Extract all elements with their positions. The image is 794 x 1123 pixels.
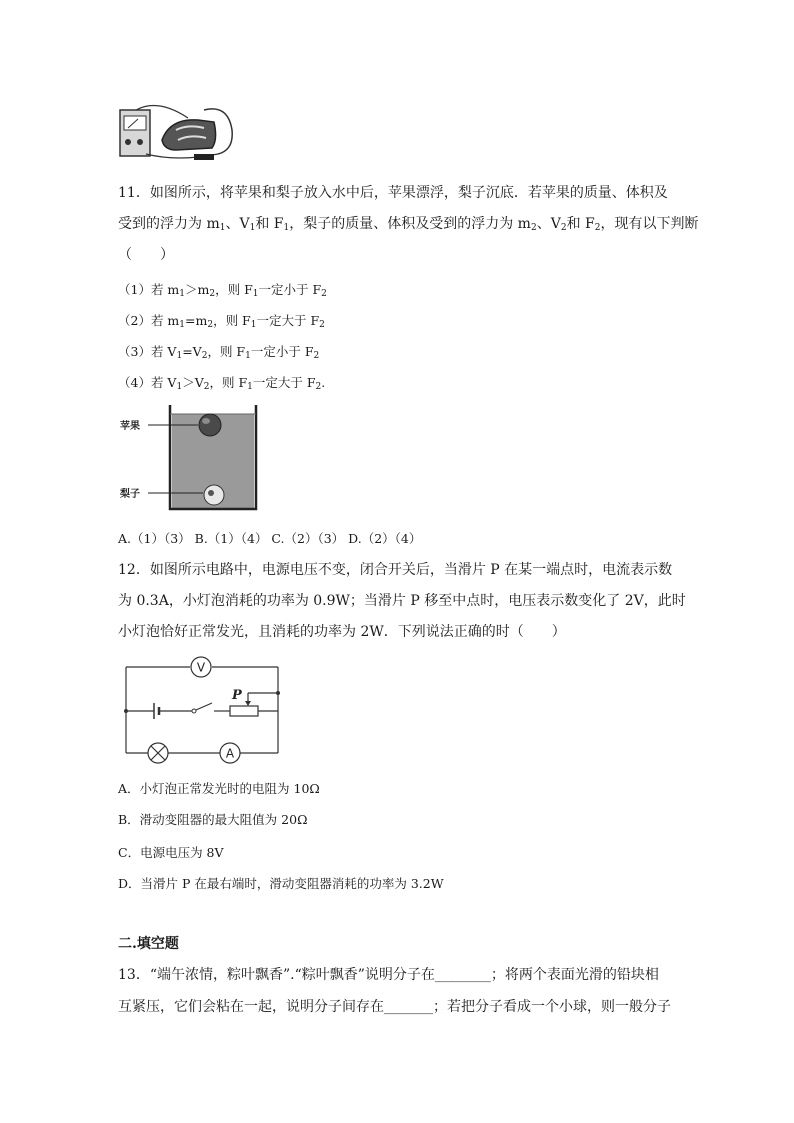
q13-stem-line-2: 互紧压，它们会粘在一起，说明分子间存在_______；若把分子看成一个小球，则一般分子 [118,999,671,1015]
ammeter-label: A [225,746,235,761]
q12-stem-line-3: 小灯泡恰好正常发光，且消耗的功率为 2W．下列说法正确的时（ ） [118,624,566,640]
q12-option-a: A．小灯泡正常发光时的电阻为 10Ω [118,781,320,796]
top-apparatus-figure [118,100,240,162]
q11-options: A.（1）（3） B.（1）（4） C.（2）（3） D.（2）（4） [118,531,422,546]
q11-condition-4: （4）若 $V_1>V_2$，则 $F_1$一定大于 $F_2$. [118,375,326,392]
section-heading-fill-in: 二.填空题 [118,936,179,952]
q12-circuit-figure [118,653,284,765]
q11-answer-bracket: （ ） [118,247,174,263]
q12-option-b: B．滑动变阻器的最大阻值为 20Ω [118,812,308,827]
q13-stem-line-1: 13．“端午浓情，粽叶飘香”.“粽叶飘香”说明分子在________；将两个表面光滑的铅块相 [118,967,659,983]
voltmeter-label: V [196,660,206,675]
q11-stem-line-1: 11．如图所示，将苹果和梨子放入水中后，苹果漂浮，梨子沉底．若苹果的质量、体积及 [118,185,668,201]
q11-condition-1: （1）若 $m_1>m_2$，则 $F_1$一定小于 $F_2$ [118,282,327,299]
q12-option-d: D．当滑片 P 在最右端时，滑动变阻器消耗的功率为 3.2W [118,876,444,891]
q12-stem-line-2: 为 0.3A，小灯泡消耗的功率为 0.9W；当滑片 P 移至中点时，电压表示数变化了 2V，此时 [118,593,686,609]
pear-label: 梨子 [120,489,140,500]
q12-stem-line-1: 12．如图所示电路中，电源电压不变，闭合开关后，当滑片 P 在某一端点时，电流表示数 [118,562,673,578]
q11-stem-line-2: 受到的浮力为 $m_1$、$V_1$和 $F_1$，梨子的质量、体积及受到的浮力为 $m_2$、$V_2$和 $F_2$，现有以下判断 [118,216,699,233]
apple-label: 苹果 [120,421,140,432]
slider-label: P [232,688,242,703]
q11-beaker-figure [118,403,268,515]
q12-option-c: C．电源电压为 8V [118,845,224,860]
q11-condition-3: （3）若 $V_1=V_2$，则 $F_1$一定小于 $F_2$ [118,344,320,361]
rheostat-symbol [230,706,258,716]
q11-condition-2: （2）若 $m_1=m_2$，则 $F_1$一定大于 $F_2$ [118,313,325,330]
switch-symbol [196,703,212,710]
